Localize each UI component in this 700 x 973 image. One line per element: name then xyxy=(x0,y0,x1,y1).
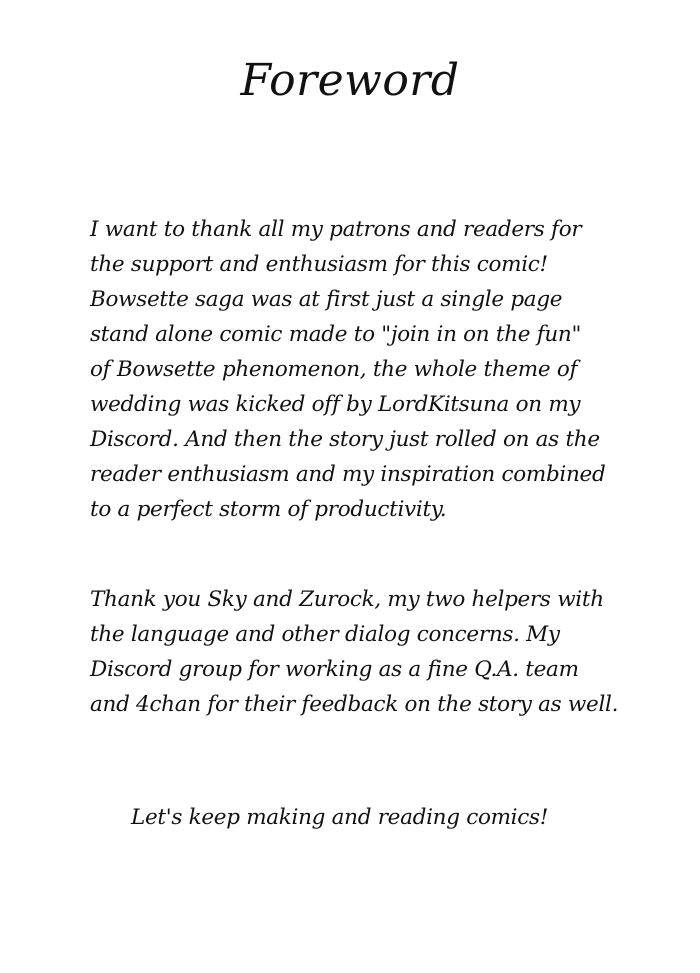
text-line: Thank you Sky and Zurock, my two helpers with xyxy=(90,587,604,612)
text-line: Bowsette saga was at first just a single page xyxy=(90,287,563,312)
text-line: Discord group for working as a fine Q.A. team xyxy=(90,657,579,682)
text-line: stand alone comic made to "join in on the fun" xyxy=(90,322,582,347)
text-line: the support and enthusiasm for this comic! xyxy=(90,252,548,277)
page-title: Foreword xyxy=(240,55,460,106)
text-line: Discord. And then the story just rolled on as the xyxy=(90,427,600,452)
text-line: and 4chan for their feedback on the story as well. xyxy=(90,692,619,717)
text-line: wedding was kicked off by LordKitsuna on my xyxy=(90,392,581,417)
paragraph-helpers xyxy=(90,582,650,722)
text-line: reader enthusiasm and my inspiration combined xyxy=(90,462,606,487)
text-line: to a perfect storm of productivity. xyxy=(90,497,447,522)
text-line: I want to thank all my patrons and readers for xyxy=(90,217,582,242)
paragraph-thanks xyxy=(90,212,650,527)
closing-line: Let's keep making and reading comics! xyxy=(131,805,549,830)
text-line: the language and other dialog concerns. My xyxy=(90,622,560,647)
text-line: of Bowsette phenomenon, the whole theme of xyxy=(90,357,578,382)
